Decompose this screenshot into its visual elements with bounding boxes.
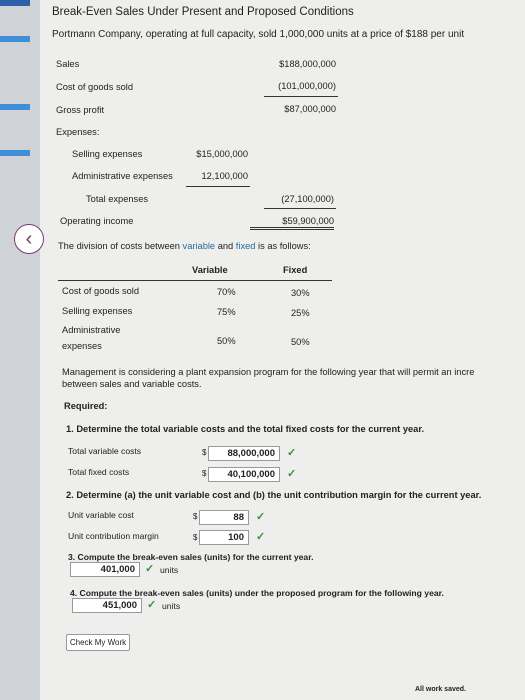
sales-value: $188,000,000 (279, 59, 336, 69)
row-cogs-fixed: 30% (291, 288, 310, 298)
division-text (58, 241, 311, 251)
strip-bar (0, 0, 30, 6)
dollar-sign: $ (202, 469, 207, 478)
question-1: 1. Determine the total variable costs and the total fixed costs for the current year. (66, 424, 425, 434)
divider (186, 186, 250, 187)
col-header-variable: Variable (192, 265, 228, 275)
division-text-part: The division of costs between (58, 241, 183, 251)
row-admin-label-2: expenses (62, 341, 102, 351)
operating-income-label: Operating income (60, 216, 134, 226)
back-button[interactable] (14, 224, 44, 254)
check-my-work-button[interactable]: Check My Work (66, 634, 130, 651)
check-icon: ✓ (147, 599, 157, 611)
units-label: units (162, 601, 181, 611)
gross-profit-label: Gross profit (56, 105, 105, 115)
check-icon: ✓ (145, 563, 155, 575)
check-icon: ✓ (256, 531, 266, 543)
intro-text: Portmann Company, operating at full capacity, sold 1,000,000 units at a price of $188 per unit (52, 29, 465, 40)
units-label: units (160, 565, 179, 575)
expenses-label: Expenses: (56, 127, 100, 137)
row-selling-variable: 75% (217, 307, 236, 317)
row-admin-fixed: 50% (291, 337, 310, 347)
check-icon: ✓ (287, 447, 297, 459)
strip-bar (0, 150, 30, 156)
question-2: 2. Determine (a) the unit variable cost and (b) the unit contribution margin for the current year. (66, 490, 482, 500)
admin-expenses-label: Administrative expenses (72, 171, 173, 181)
selling-expenses-label: Selling expenses (72, 149, 143, 159)
page-title: Break-Even Sales Under Present and Proposed Conditions (52, 6, 354, 18)
dollar-sign: $ (202, 448, 207, 457)
unit-variable-cost-label: Unit variable cost (68, 510, 134, 520)
gross-profit-value: $87,000,000 (284, 104, 336, 114)
divider (264, 96, 338, 97)
dollar-sign: $ (193, 533, 198, 542)
total-variable-costs-label: Total variable costs (68, 446, 142, 456)
management-line-2: between sales and variable costs. (62, 379, 202, 389)
division-text-part: is as follows: (255, 241, 311, 251)
total-fixed-costs-label: Total fixed costs (68, 467, 130, 477)
total-expenses-value: (27,100,000) (281, 194, 334, 204)
check-icon: ✓ (287, 468, 297, 480)
question-3: 3. Compute the break-even sales (units) for the current year. (68, 552, 314, 562)
cogs-label: Cost of goods sold (56, 82, 134, 92)
strip-bar (0, 36, 30, 42)
cogs-value: (101,000,000) (278, 81, 336, 91)
division-text-part: and (215, 241, 236, 251)
break-even-current-input[interactable]: 401,000 (70, 562, 140, 577)
unit-variable-cost-input[interactable]: 88 (199, 510, 249, 525)
selling-expenses-value: $15,000,000 (196, 149, 248, 159)
operating-income-value: $59,900,000 (250, 216, 334, 230)
divider (264, 208, 336, 209)
variable-link[interactable]: variable (182, 241, 216, 251)
row-admin-variable: 50% (217, 336, 236, 346)
row-selling-label: Selling expenses (62, 306, 133, 316)
chevron-left-icon: ‹ (25, 228, 33, 250)
unit-contribution-margin-label: Unit contribution margin (68, 531, 159, 541)
sales-label: Sales (56, 59, 80, 69)
strip-bar (0, 104, 30, 110)
row-admin-label-1: Administrative (62, 325, 121, 335)
required-heading: Required: (64, 401, 108, 411)
row-cogs-label: Cost of goods sold (62, 286, 140, 296)
left-strip (0, 0, 40, 700)
question-4: 4. Compute the break-even sales (units) under the proposed program for the following year. (70, 588, 444, 598)
total-fixed-costs-input[interactable]: 40,100,000 (208, 467, 280, 482)
unit-contribution-margin-input[interactable]: 100 (199, 530, 249, 545)
break-even-proposed-input[interactable]: 451,000 (72, 598, 142, 613)
check-icon: ✓ (256, 511, 266, 523)
admin-expenses-value: 12,100,000 (201, 171, 248, 181)
management-line-1: Management is considering a plant expansion program for the following year that will permit an incre (62, 367, 475, 377)
save-status: All work saved. (415, 686, 466, 693)
row-selling-fixed: 25% (291, 308, 310, 318)
fixed-link[interactable]: fixed (235, 241, 256, 251)
dollar-sign: $ (193, 512, 198, 521)
row-cogs-variable: 70% (217, 287, 236, 297)
table-header-rule (58, 280, 332, 281)
col-header-fixed: Fixed (283, 265, 308, 275)
total-variable-costs-input[interactable]: 88,000,000 (208, 446, 280, 461)
total-expenses-label: Total expenses (86, 194, 149, 204)
